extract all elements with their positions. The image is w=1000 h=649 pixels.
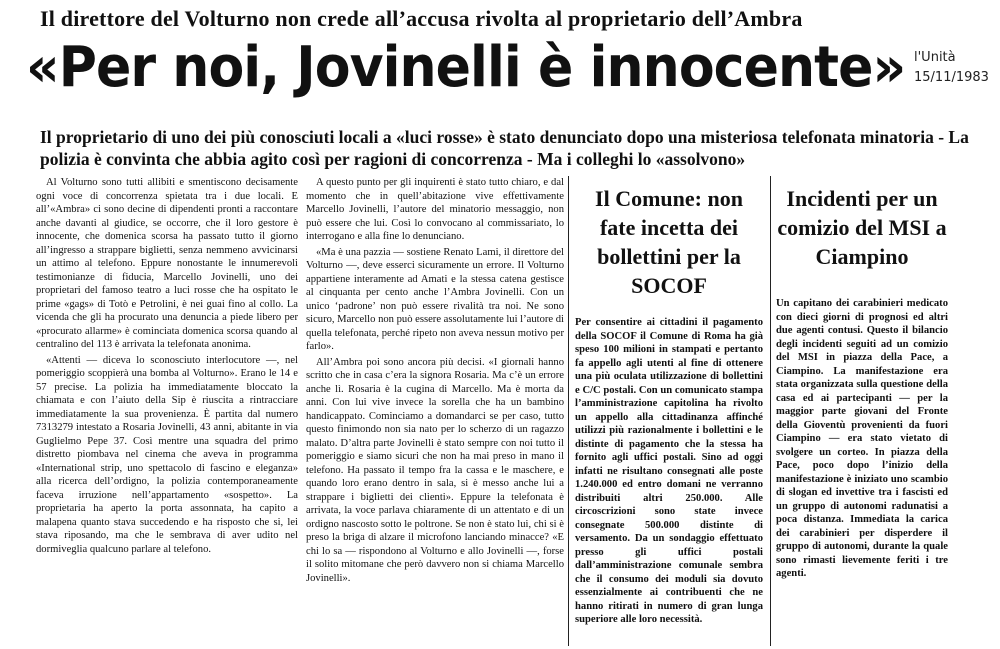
article-column-2 <box>306 176 564 646</box>
article-paragraph: A questo punto per gli inquirenti è stato tutto chiaro, e dal momento che in quell’abitazione vive effettivamente Marcello Jovinelli, l’autore del minatorio messaggio, non può essere che lui. Così lo convocano al commissariato, lo interrogano e alla fine lo denunciano. <box>306 177 564 242</box>
article-column-1 <box>36 176 298 646</box>
sidebar-article-incidenti <box>776 172 948 648</box>
main-headline: «Per noi, Jovinelli è innocente» <box>26 35 906 100</box>
sidebar-article-body: Per consentire ai cittadini il pagamento della SOCOF il Comune di Roma ha già speso 100 milioni in stampati e pertanto fa appello agli utenti al fine di ottenere una più oculata utilizzazione di bollettini e C/C postali. Con un comunicato stampa l’amministrazione capitolina ha rivolto un appello alla cittadinanza affinché utilizzi più razionalmente i bollettini e le distinte di pagamento che la stessa ha fornito agli uffici postali. Sino ad oggi infatti ne risultano consegnati alle poste 1.240.000 ed entro domani ne verranno distribuiti altri 250.000. Alle circoscrizioni sono state invece consegnate 500.000 distinte di versamento. Da un sondaggio effettuato presso gli uffici postali dall’amministrazione comunale sembra che il consumo dei moduli sia dovuto essenzialmente ai contribuenti che ne hanno ritirati in numero di gran lunga superiore alle loro necessità. <box>575 317 763 625</box>
column-rule <box>770 176 771 646</box>
sidebar-article-title: Il Comune: non fate incetta dei bollettini per la SOCOF <box>595 186 743 298</box>
sidebar-article-comune <box>575 172 763 648</box>
column-rule <box>568 176 569 646</box>
source-annotation <box>914 48 1000 88</box>
sidebar-article-title: Incidenti per un comizio del MSI a Ciampino <box>777 186 947 269</box>
article-paragraph: All’Ambra poi sono ancora più decisi. «I giornali hanno scritto che in casa c’era la signora Rosaria. Ma c’è un errore anche lì. Rosaria è la cugina di Marcello. Ma è morta da anni. Con lui vive invece la sorella che ha un bambino handicappato. Cominciamo a domandarci se per caso, tutto questo finimondo non sia nato per lo scherzo di un ragazzo malato. D’altra parte Jovinelli è stato sempre con noi tutto il pomeriggio e siamo sicuri che non ha mai preso in mano il telefono. Ha passato il tempo fra la cassa e le maschere, e quando loro erano dentro in sala, si è messo anche lui a strappare i biglietti dei clienti». Eppure la telefonata è arrivata, la voce parlava chiaramente di un attentato e di un ordigno nascosto sotto le poltrone. Se non è stato lui, chi si è preso la briga di alzare il microfono lanciando minacce? «E chi lo sa — rispondono al Volturno e allo Jovinelli —, forse il solito mitomane che però davvero non si chiama Marcello Jovinelli». <box>306 356 564 584</box>
source-newspaper: l'Unità <box>914 50 956 65</box>
article-paragraph: Al Volturno sono tutti allibiti e smentiscono decisamente ogni voce di concorrenza spietata tra i due locali. E all’«Ambra» ci sono decine di dipendenti pronti a raccontare anche davanti al giudice, se occorre, che il loro gestore è innocente, che domenica scorsa ha passato tutto il giorno all’ingresso a strappare biglietti, senza nemmeno avvicinarsi un attimo al telefono. Eppure nonostante le innumerevoli testimonianze di fiducia, Marcello Jovinelli, uno dei proprietari del famoso teatro a luci rosse che ha ospitato le prime «gags» di Totò e Petrolini, è nei guai fino al collo. La vicenda che gli ha procurato una denuncia a piede libero per «procurato allarme» è cominciata domenica scorsa quando al centralino del 113 è arrivata la telefonata anonima. <box>36 177 298 350</box>
source-date: 15/11/1983 <box>914 70 989 85</box>
kicker-headline: Il direttore del Volturno non crede all’accusa rivolta al proprietario dell’Ambra <box>40 6 803 31</box>
article-paragraph: «Ma è una pazzia — sostiene Renato Lami, il direttore del Volturno —, deve esserci sicuramente un errore. Il Volturno appartiene interamente ad Amati e la stessa catena gestisce al cinquanta per cento anche l’Ambra Jovinelli. Con un unico ‘padrone’ non può essere rivalità tra noi. Ne sono sicuro, Marcello non può essere assolutamente lui l’autore di quella telefonata, perché ripeto non aveva nessun motivo per farlo». <box>306 246 564 352</box>
article-paragraph: «Attenti — diceva lo sconosciuto interlocutore —, nel pomeriggio scoppierà una bomba al Volturno». Erano le 14 e 57 precise. La polizia ha immediatamente bloccato la chiamata e con l’aiuto della Sip è riuscita a rintracciare immediatamente la sua provenienza. È partita dal numero 7313279 intestato a Rosaria Jovinelli, 43 anni, abitante in via Guglielmo Pepe 37. Così mentre una squadra del primo distretto piombava nel cinema che aveva in programma «International strip, uno spettacolo di fascino e eleganza» alla ricerca dell’ordigno, la polizia contemporaneamente faceva irruzione nell’appartamento «sospetto». La proprietaria ha aperto la porta assonnata, ha capito a malapena quanto stava succedendo e ha risposto che si, lei stava riposando, ma che le sembrava di aver udito nel dormiveglia qualcuno parlare al telefono. <box>36 354 298 555</box>
sidebar-article-body: Un capitano dei carabinieri medicato con dieci giorni di prognosi ed altri due agenti contusi. Questo il bilancio degli incidenti seguiti ad un comizio del MSI in piazza della Pace, a Ciampino. La manifestazione era stata organizzata sulla questione della casa ed ai partecipanti — per la maggior parte giovani del Fronte della Gioventù provenienti da fuori Ciampino — era stato vietato di svolgere un corteo. In piazza della Pace, poco dopo l’inizio della manifestazione è iniziato uno scambio di slogan ed invettive tra i fascisti ed un gruppo di autonomi radunatisi a poca distanza. Immediata la carica dei carabinieri per disperdere il gruppo di autonomi, durante la quale sono rimasti lievemente feriti i tre agenti. <box>776 298 948 579</box>
subheadline: Il proprietario di uno dei più conosciuti locali a «luci rosse» è stato denunciato dopo una misteriosa telefonata minatoria - La polizia è convinta che abbia agito così per ragioni di concorrenza - Ma i colleghi lo «assolvono» <box>40 127 969 169</box>
